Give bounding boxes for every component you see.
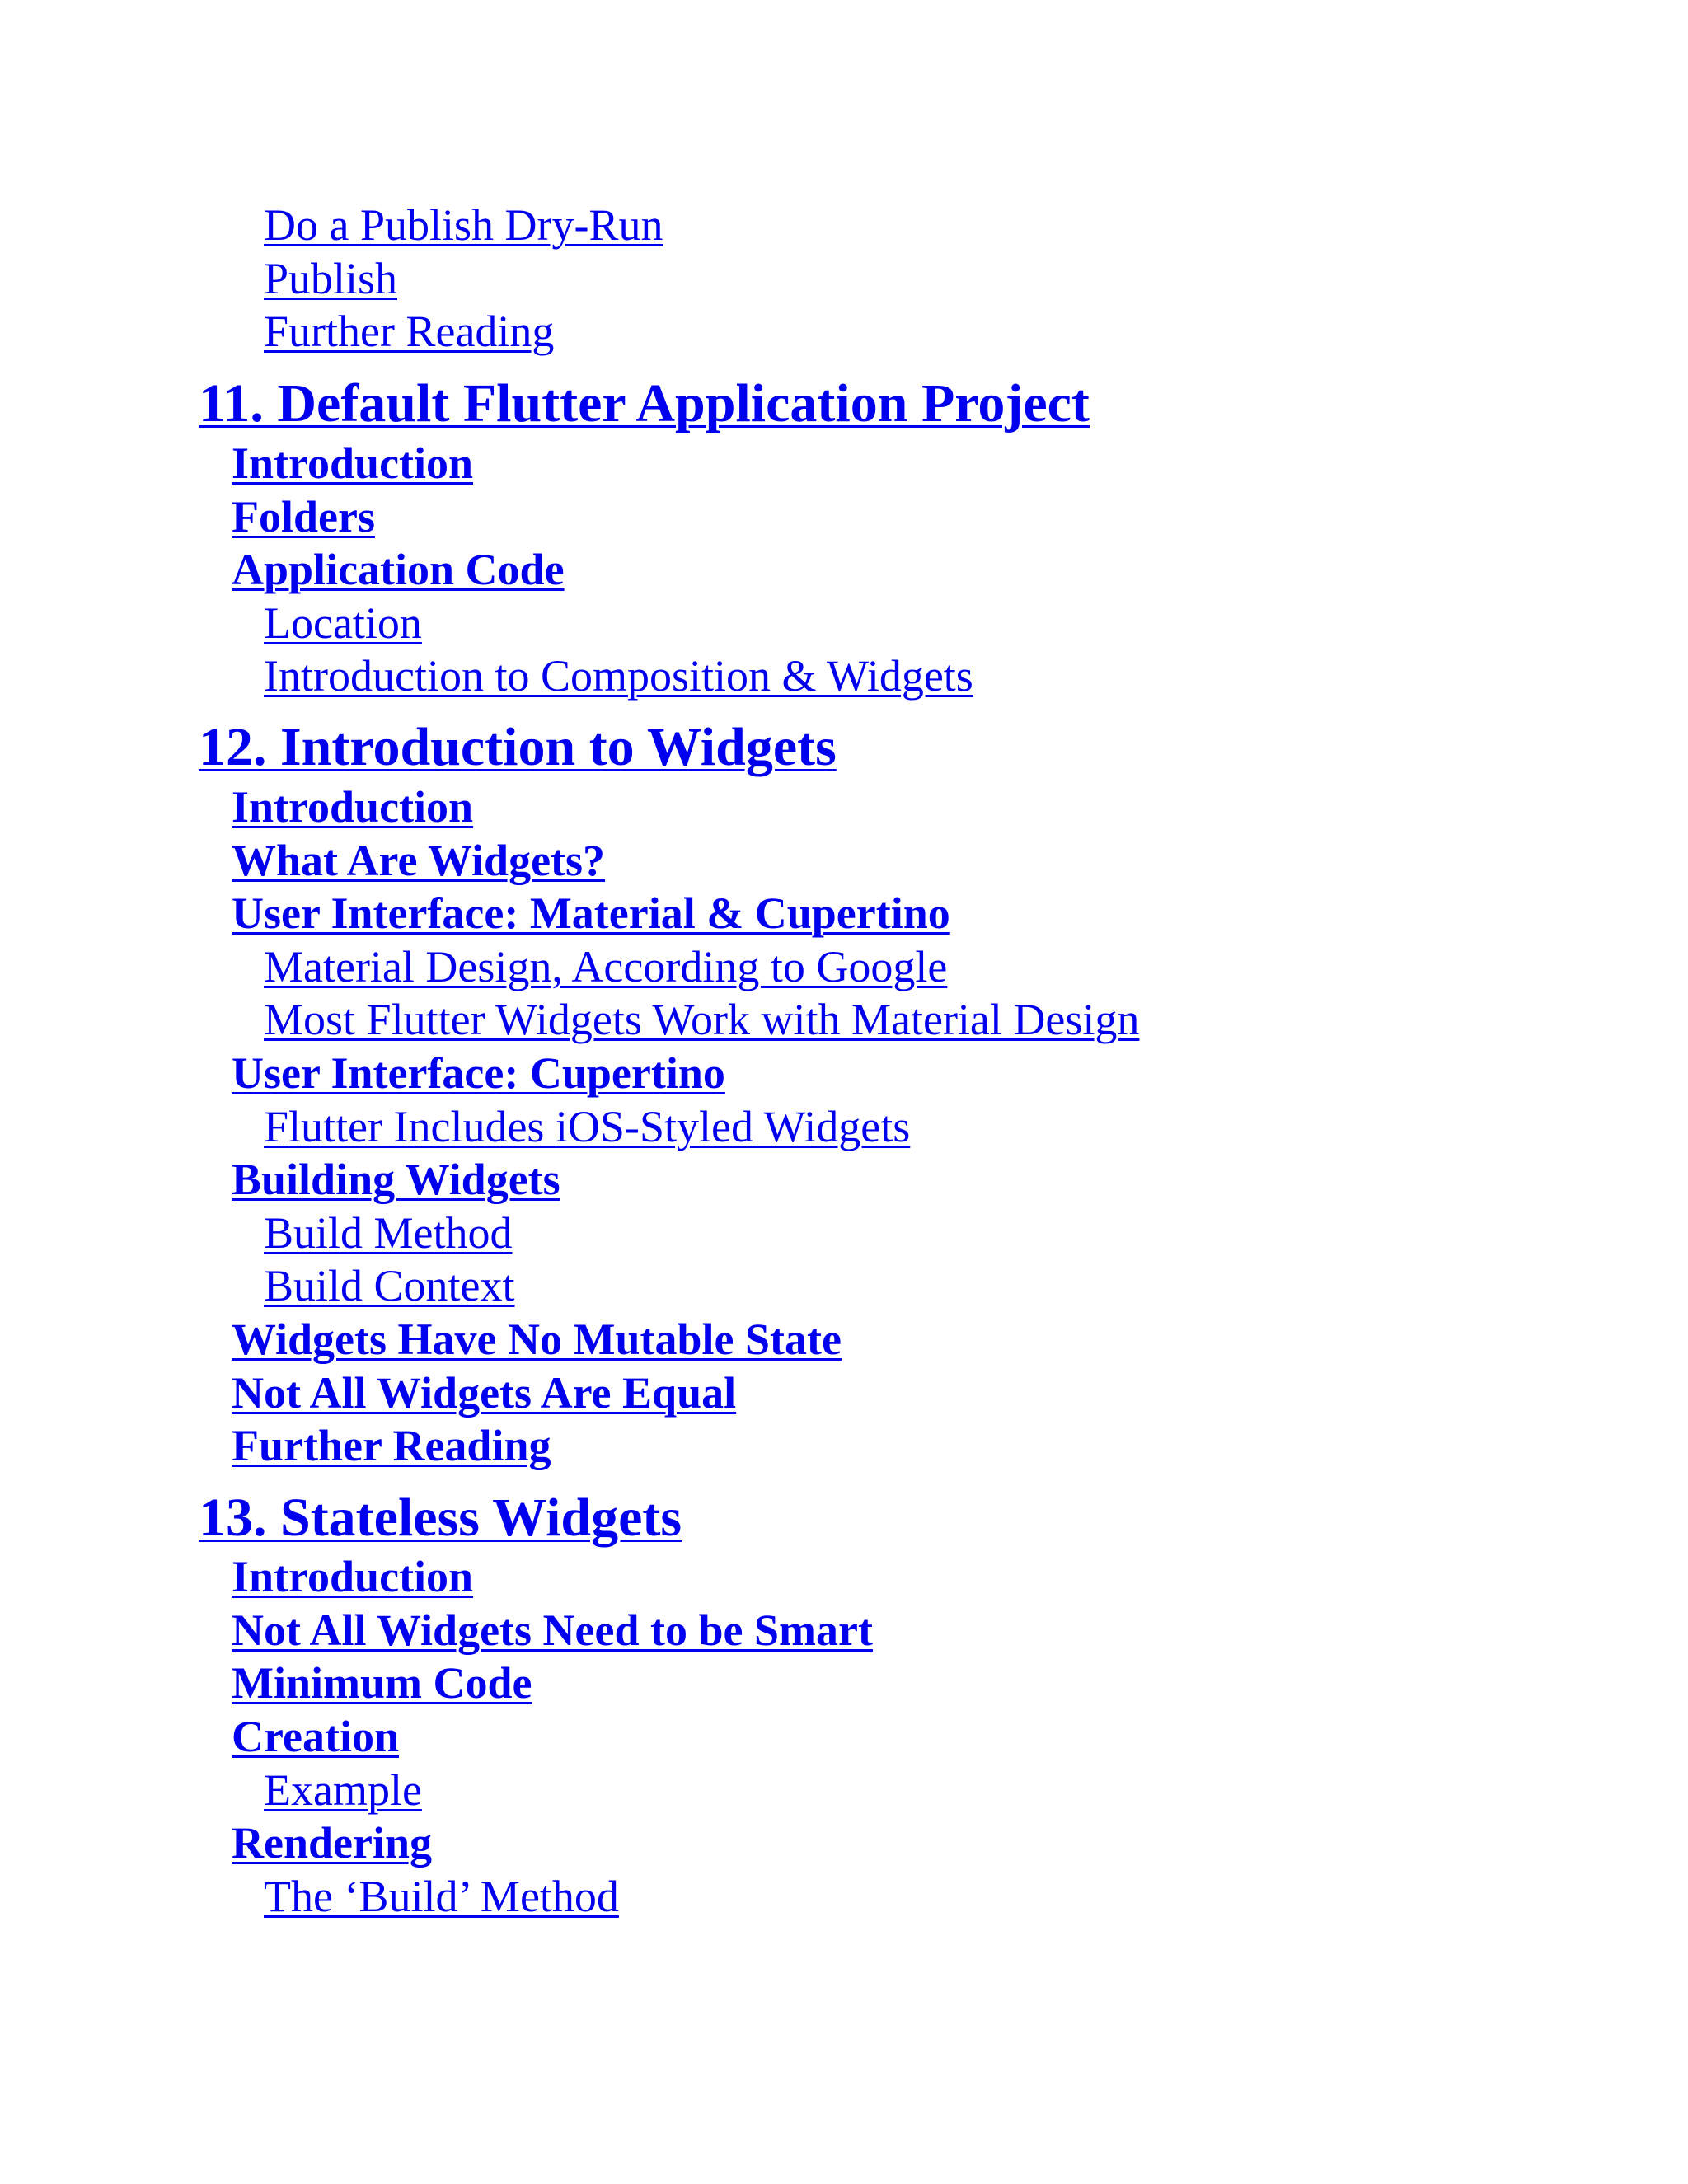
toc-section-link[interactable]: Rendering (232, 1818, 432, 1868)
toc-section-link[interactable]: Application Code (232, 545, 565, 594)
toc-link[interactable]: Build Context (264, 1261, 515, 1310)
toc-section-link[interactable]: Introduction (232, 438, 474, 488)
toc-section-link[interactable]: Widgets Have No Mutable State (232, 1315, 842, 1364)
toc-link[interactable]: Publish (264, 254, 398, 303)
toc-chapter-link[interactable]: 13. Stateless Widgets (199, 1488, 682, 1548)
toc-link[interactable]: Example (264, 1765, 422, 1815)
toc-section-link[interactable]: What Are Widgets? (232, 836, 606, 885)
toc-section-link[interactable]: Not All Widgets Are Equal (232, 1368, 737, 1418)
toc-link[interactable]: Introduction to Composition & Widgets (264, 651, 973, 701)
toc-section-link[interactable]: Folders (232, 492, 375, 541)
toc-link[interactable]: Build Method (264, 1208, 513, 1258)
toc-section-link[interactable]: Further Reading (232, 1421, 551, 1470)
toc-chapter-link[interactable]: 12. Introduction to Widgets (199, 717, 837, 777)
toc-link[interactable]: Do a Publish Dry-Run (264, 200, 663, 250)
toc-link[interactable]: The ‘Build’ Method (264, 1872, 619, 1921)
toc-link[interactable]: Most Flutter Widgets Work with Material Design (264, 995, 1140, 1044)
toc-section-link[interactable]: Creation (232, 1712, 399, 1761)
toc-section-link[interactable]: Introduction (232, 782, 474, 832)
toc-section-link[interactable]: Not All Widgets Need to be Smart (232, 1605, 873, 1655)
toc-section-link[interactable]: Introduction (232, 1552, 474, 1601)
toc-link[interactable]: Further Reading (264, 307, 555, 356)
toc-section-link[interactable]: User Interface: Material & Cupertino (232, 888, 950, 938)
toc-section-link[interactable]: Minimum Code (232, 1658, 532, 1708)
toc-section-link[interactable]: User Interface: Cupertino (232, 1048, 725, 1098)
toc-chapter-link[interactable]: 11. Default Flutter Application Project (199, 373, 1090, 434)
toc-link[interactable]: Flutter Includes iOS-Styled Widgets (264, 1102, 911, 1151)
toc-link[interactable]: Material Design, According to Google (264, 942, 948, 991)
toc-section-link[interactable]: Building Widgets (232, 1155, 560, 1204)
toc-link[interactable]: Location (264, 598, 422, 648)
